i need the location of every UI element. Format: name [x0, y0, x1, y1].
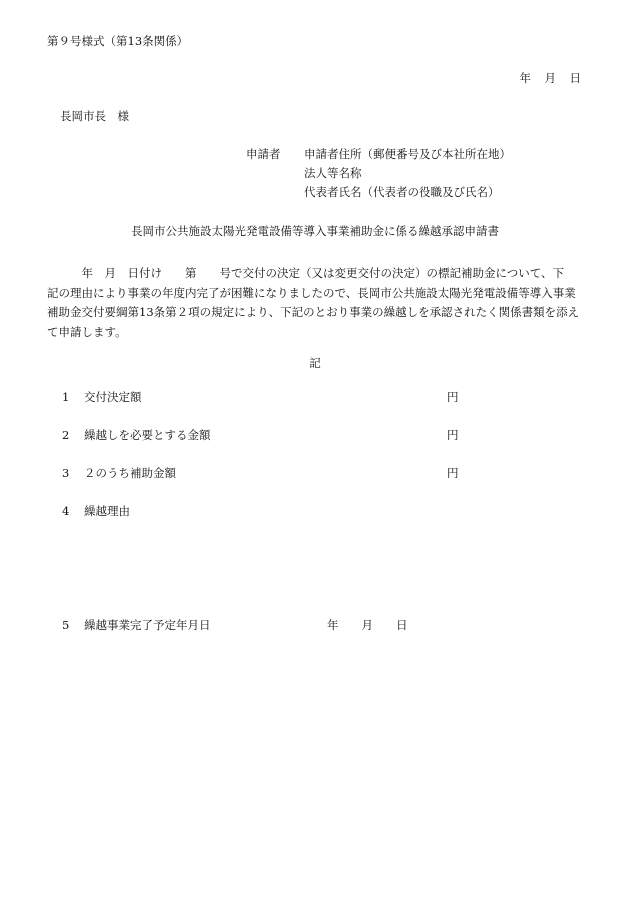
item-number: 3	[62, 466, 70, 480]
applicant-representative: 代表者氏名（代表者の役職及び氏名）	[304, 185, 500, 199]
item-label: 交付決定額	[84, 390, 142, 404]
item-number: 4	[62, 504, 70, 518]
body-line: 年 月 日付け 第 号で交付の決定（又は変更交付の決定）の標記補助金について、下	[47, 266, 565, 280]
item-number: 5	[62, 618, 70, 632]
item-label: 繰越理由	[84, 504, 130, 518]
yen-unit: 円	[447, 428, 459, 442]
body-line: 補助金交付要綱第13条第２項の規定により、下記のとおり事業の繰越しを承認されたく関係書類を添え	[47, 305, 580, 319]
item-row-subsidy-amount	[0, 468, 630, 482]
item-label: 繰越事業完了予定年月日	[84, 618, 211, 632]
ki-heading: 記	[309, 356, 321, 370]
applicant-block	[304, 149, 511, 206]
body-line: 記の理由により事業の年度内完了が困難になりましたので、長岡市公共施設太陽光発電設備等導入事業	[47, 285, 576, 300]
item-row-carryover-amount	[0, 430, 630, 444]
item-row-completion-date	[0, 620, 630, 634]
item-number: 2	[62, 428, 70, 442]
item-number: 1	[62, 390, 70, 404]
item-label: 繰越しを必要とする金額	[84, 428, 211, 442]
completion-date-field: 年 月 日	[327, 618, 408, 632]
addressee: 長岡市長 様	[60, 109, 129, 123]
yen-unit: 円	[447, 390, 459, 404]
applicant-organization-name: 法人等名称	[304, 166, 362, 180]
application-body	[47, 264, 585, 342]
item-row-grant-decision-amount	[0, 392, 630, 406]
item-row-carryover-reason	[0, 506, 630, 520]
applicant-label: 申請者	[246, 147, 281, 161]
item-label: ２のうち補助金額	[84, 466, 176, 480]
document-title: 長岡市公共施設太陽光発電設備等導入事業補助金に係る繰越承認申請書	[131, 224, 499, 238]
application-date: 年 月 日	[519, 71, 582, 85]
yen-unit: 円	[447, 466, 459, 480]
applicant-address: 申請者住所（郵便番号及び本社所在地）	[304, 147, 511, 161]
body-line: て申請します。	[47, 324, 127, 339]
form-number: 第９号様式（第13条関係）	[47, 34, 189, 48]
